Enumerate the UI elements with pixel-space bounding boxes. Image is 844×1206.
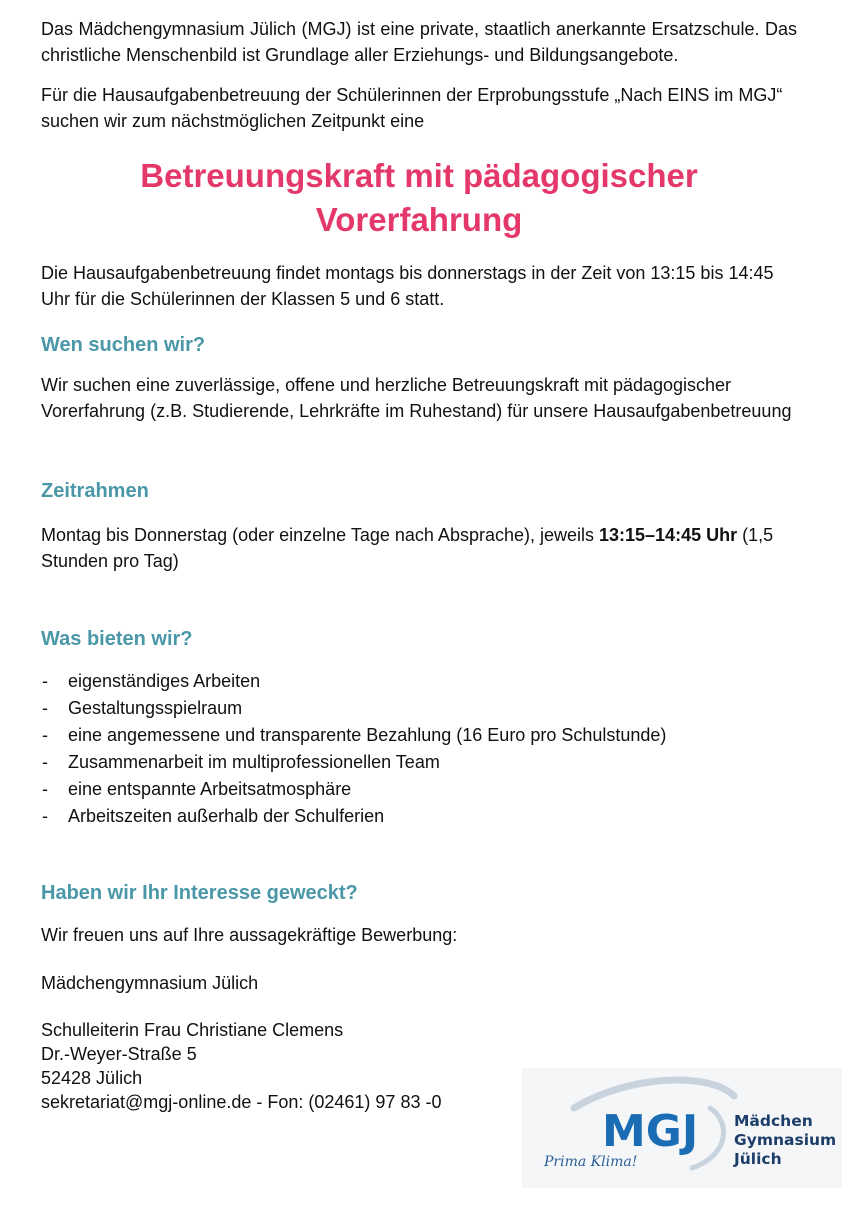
list-item-text: Arbeitszeiten außerhalb der Schulferien (68, 806, 385, 826)
intro-paragraph-2: Für die Hausaufgabenbetreuung der Schülerinnen der Erprobungsstufe „Nach EINS im MGJ“ suchen wir zum nächstmöglichen Zeitpunkt eine (41, 85, 783, 131)
dash-marker: - (42, 752, 48, 772)
intro-paragraph: Das Mädchengymnasium Jülich (MGJ) ist eine private, staatlich anerkannte Ersatzschule. Das christliche Menschenbild ist Grundlage aller Erziehungs- und Bildungsangebote. (41, 19, 797, 65)
list-item (41, 803, 797, 830)
job-title (41, 154, 797, 242)
school-name: Mädchengymnasium Jülich (41, 973, 259, 993)
list-item-text: eigenständiges Arbeiten (68, 671, 261, 691)
list-item-text: eine entspannte Arbeitsatmosphäre (68, 779, 352, 799)
school-logo (522, 1068, 842, 1188)
list-item (41, 668, 797, 695)
list-item (41, 749, 797, 776)
logo-slogan: Prima Klima! (544, 1154, 638, 1170)
postal-city: 52428 Jülich (41, 1068, 143, 1088)
job-posting (41, 16, 797, 1114)
benefits-list (41, 668, 797, 830)
wen-paragraph: Wir suchen eine zuverlässige, offene und herzliche Betreuungskraft mit pädagogischer Vorerfahrung (z.B. Studierende, Lehrkräfte im Ruhestand) für unsere Hausaufgabenbetreuung (41, 375, 792, 421)
dash-marker: - (42, 698, 48, 718)
heading-zeitrahmen: Zeitrahmen (41, 480, 149, 502)
zeit-text-post: (1,5 Stunden pro Tag) (41, 525, 774, 571)
contact-person: Schulleiterin Frau Christiane Clemens (41, 1020, 344, 1040)
dash-marker: - (42, 779, 48, 799)
logo-name-line-3: Jülich (734, 1150, 782, 1168)
logo-name-line-2: Gymnasium (734, 1131, 837, 1149)
heading-interesse: Haben wir Ihr Interesse geweckt? (41, 882, 358, 904)
heading-was-bieten-wir: Was bieten wir? (41, 628, 193, 650)
list-item (41, 722, 797, 749)
zeit-time-bold: 13:15–14:45 Uhr (599, 525, 738, 545)
list-item (41, 695, 797, 722)
list-item-text: Gestaltungsspielraum (68, 698, 243, 718)
zeit-text-pre: Montag bis Donnerstag (oder einzelne Tage nach Absprache), jeweils (41, 525, 599, 545)
job-title-line-1: Betreuungskraft mit pädagogischer (140, 157, 698, 194)
dash-marker: - (42, 671, 48, 691)
dash-marker: - (42, 725, 48, 745)
zeitrahmen-paragraph (41, 522, 797, 574)
email-phone[interactable]: sekretariat@mgj-online.de - Fon: (02461) 97 83 -0 (41, 1092, 442, 1112)
hours-paragraph: Die Hausaufgabenbetreuung findet montags bis donnerstags in der Zeit von 13:15 bis 14:45 Uhr für die Schülerinnen der Klassen 5 und 6 statt. (41, 263, 774, 309)
dash-marker: - (42, 806, 48, 826)
list-item (41, 776, 797, 803)
logo-school-name (734, 1112, 836, 1169)
heading-wen-suchen-wir: Wen suchen wir? (41, 334, 206, 356)
logo-name-line-1: Mädchen (734, 1112, 813, 1130)
application-invite: Wir freuen uns auf Ihre aussagekräftige Bewerbung: (41, 925, 458, 945)
mgj-mark-text: MGJ (602, 1106, 699, 1157)
list-item-text: Zusammenarbeit im multiprofessionellen Team (68, 752, 440, 772)
street-address: Dr.-Weyer-Straße 5 (41, 1044, 197, 1064)
list-item-text: eine angemessene und transparente Bezahlung (16 Euro pro Schulstunde) (68, 725, 667, 745)
job-title-line-2: Vorerfahrung (315, 201, 523, 238)
